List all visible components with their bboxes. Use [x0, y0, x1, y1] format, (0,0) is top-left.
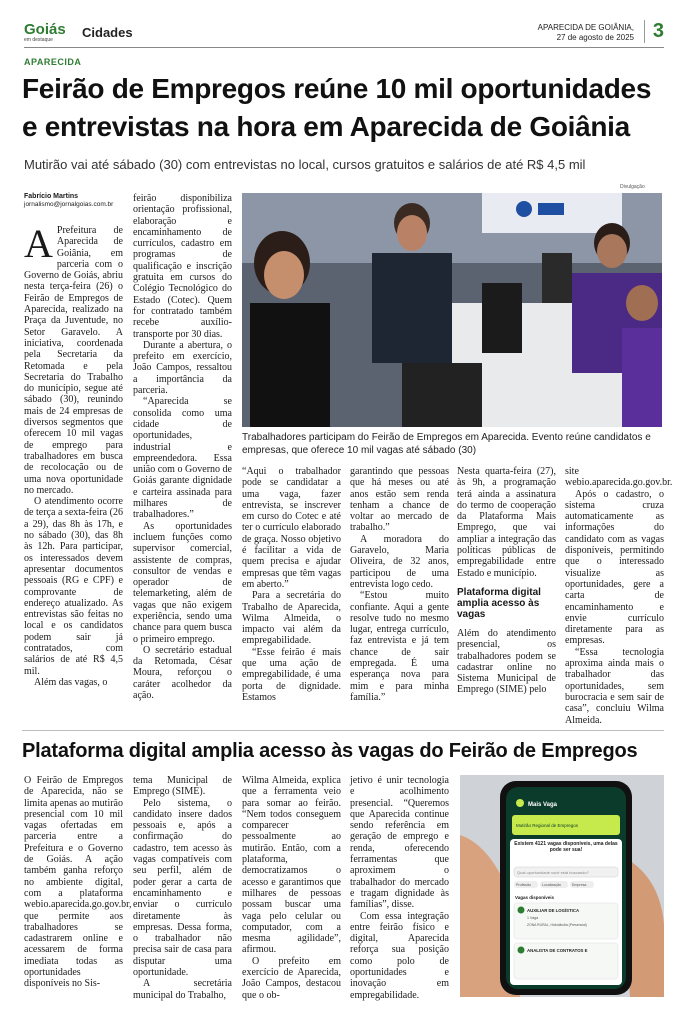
dateline-city: APARECIDA DE GOIÂNIA,	[537, 23, 634, 32]
event-photo-illustration	[242, 193, 662, 427]
paragraph: Além do atendimento presencial, os trabalhadores podem se cadastrar online no Sistema Municipal de Emprego (SIME) pelo	[457, 627, 556, 696]
author-name: Fabrício Martins	[24, 193, 79, 200]
paragraph: Wilma Almeida, explica que a ferramenta veio para somar ao feirão. “Nem todos conseguem comparecer pessoalmente ao mutirão. Então, com a plataforma, democratizamos o acesso e garantimos que milhares de pessoas possam buscar uma vaga pelo celular ou computador, com a mesma agilidade”, afirmou.	[242, 775, 341, 956]
author-email[interactable]: jornalismo@jornalgoias.com.br	[24, 201, 114, 208]
phone-job-location: ZONA RURAL, Hidrolândia (Presencial)	[527, 923, 587, 927]
paragraph: O secretário estadual da Retomada, César Moura, reforçou o caráter acolhedor da ação.	[133, 644, 232, 702]
paragraph: O Feirão de Empregos de Aparecida, não se limita apenas ao mutirão presencial com 10 mil vagas ofertadas em parceria entre a Prefeitura e o Governo de Goiás. A ação também ganha reforço no ambiente digital, com a plataforma webio.aparecida.go.gov.br, que permite aos trabalhadores se cadastrarem online e acessarem de forma imediata todas as oportunidades disponíveis no Sis-	[24, 775, 132, 990]
phone-chip[interactable]: Profissão	[516, 883, 531, 887]
paragraph: Após o cadastro, o sistema cruza automaticamente as informações do candidato com as vagas disponíveis, permitindo que o interessado visualize as oportunidades, gere a carta de encaminhamento e envie currículo diretamente para as empresas.	[565, 488, 664, 647]
dateline-date: 27 de agosto de 2025	[556, 33, 634, 42]
article2-column-3	[242, 775, 341, 1001]
photo-credit: Divulgação	[620, 184, 645, 190]
phone-section-title: Vagas disponíveis	[515, 895, 555, 900]
article-column-6	[565, 466, 673, 726]
paragraph[interactable]: site webio.aparecida.go.gov.br.	[565, 466, 673, 489]
paragraph: Nesta quarta-feira (27), às 9h, a programação terá ainda a assinatura do termo de cooperação da Plataforma Mais Emprego, que vai ampliar a integração das políticas públicas de empregabilidade entre Estado e município.	[457, 466, 556, 579]
dateline	[538, 23, 634, 43]
section-name: Cidades	[82, 25, 133, 40]
paragraph: As oportunidades incluem funções como supervisor comercial, assistente de compras, consultor de vendas e operador de telemarketing, além de vagas que não exigem experiência, sendo uma chance para quem busca o primeiro emprego.	[133, 520, 232, 645]
phone-illustration	[460, 775, 664, 997]
logo-tagline: em destaque	[24, 37, 53, 43]
article-column-1	[24, 193, 123, 688]
quote: “Esse feirão é mais que uma ação de empregabilidade, é uma porta de dignidade. Estamos	[242, 646, 341, 703]
paragraph: Além das vagas, o	[34, 676, 108, 688]
article2-column-4	[350, 775, 449, 1001]
quote: “Aparecida se consolida como uma cidade de oportunidades, industrial e empreendedora. Essa união com o Governo de Goiás garante dignidade e carteira assinada para milhares de trabalhadores.”	[133, 396, 232, 521]
paragraph: Prefeitura de Aparecida de Goiânia, em parceria com o Governo de Goiás, abriu nesta terça-feira (26) o Feirão de Empregos de Aparecida, realizado na Praça da Juventude, no Setor Garavelo. A iniciativa, coordenada pela Secretaria da Retomada e pela Secretaria do Trabalho do município, segue até sábado (30), reunindo mais de 24 empresas de diversos segmentos que oferecem 10 mil vagas de emprego para trabalhadores em busca de recolocação ou de uma nova oportunidade no mercado.	[24, 225, 123, 496]
newspaper-logo[interactable]	[24, 22, 66, 43]
article-kicker: APARECIDA	[24, 57, 82, 67]
article-headline: Feirão de Empregos reúne 10 mil oportunidades e entrevistas na hora em Aparecida de Goiânia	[22, 73, 652, 142]
paragraph: Pelo sistema, o candidato insere dados pessoais e, após a confirmação do cadastro, tem acesso às vagas compatíveis com seu perfil, além de poder gerar a carta de encaminhamento e enviar o currículo diretamente às empresas. Dessa forma, o trabalhador não precisa sair de casa para disputar uma oportunidade.	[133, 797, 232, 979]
subheading: Plataforma digital amplia acesso às vagas	[457, 586, 541, 620]
paragraph: A secretária municipal do Trabalho,	[133, 978, 232, 1001]
phone-headline: Existem 4121 vagas disponíveis, uma delas pode ser sua!	[514, 841, 618, 853]
paragraph: Durante a abertura, o prefeito em exercício, João Campos, ressaltou a importância da parceria.	[133, 339, 232, 397]
paragraph: Para a secretária do Trabalho de Aparecida, Wilma Almeida, o impacto vai além da empregabilidade.	[242, 590, 341, 647]
article-column-5	[457, 466, 556, 696]
paragraph: Com essa integração entre feirão físico e digital, Aparecida reforça sua posição como polo de oportunidades e inovação em empregabilidade.	[350, 910, 449, 1001]
phone-banner: Mutirão Regional de Empregos	[516, 823, 579, 828]
phone-search-input[interactable]: Qual oportunidade você está buscando?	[517, 870, 589, 875]
event-photo	[242, 193, 662, 427]
paragraph: tema Municipal de Emprego (SIME).	[133, 775, 232, 798]
phone-chip[interactable]: Localização	[542, 883, 561, 887]
phone-photo	[460, 775, 664, 997]
article-column-4	[350, 466, 449, 703]
quote: “Essa tecnologia aproxima ainda mais o trabalhador das oportunidades, sem burocracia e sem sair de casa”, concluiu Wilma Almeida.	[565, 646, 664, 726]
photo-caption: Trabalhadores participam do Feirão de Empregos em Aparecida. Evento reúne candidatos e empresas, que oferece 10 mil vagas até sábado (30)	[242, 432, 651, 456]
phone-job-title[interactable]: AUXILIAR DE LOGÍSTICA	[527, 908, 580, 913]
paragraph: jetivo é unir tecnologia e acolhimento presencial. “Queremos que Aparecida continue sendo referência em geração de emprego e renda, oferecendo ferramentas que aproximem o trabalhador do mercado e tragam dignidade às famílias”, disse.	[350, 775, 449, 911]
quote: “Aqui o trabalhador pode se candidatar a uma vaga, fazer entrevista, se inscrever em curso do Cotec e até ter o currículo elaborado de graça. Nosso objetivo é facilitar a vida de quem precisa e ajudar empresas que têm vagas em aberto.”	[242, 466, 341, 590]
byline	[24, 193, 123, 209]
article-subtitle: Mutirão vai até sábado (30) com entrevistas no local, cursos gratuitos e salários de até R$ 4,5 mil	[24, 157, 586, 172]
masthead	[24, 22, 664, 48]
quote: garantindo que pessoas que há meses ou até anos estão sem renda tenham a chance de voltar ao mercado de trabalho.”	[350, 466, 449, 534]
section-divider	[22, 730, 664, 731]
article-column-2	[133, 193, 232, 701]
phone-chip[interactable]: Empresa	[572, 883, 587, 887]
dropcap: A	[24, 221, 53, 266]
paragraph: O prefeito em exercício de Aparecida, João Campos, destacou que o ob-	[242, 955, 341, 1001]
article2-headline: Plataforma digital amplia acesso às vagas do Feirão de Empregos	[22, 740, 638, 762]
logo-wordmark: Goiás	[24, 21, 66, 38]
article-column-3	[242, 466, 341, 703]
quote: “Estou muito confiante. Aqui a gente resolve tudo no mesmo lugar, entrega currículo, faz entrevista e já tem chance de sair empregada. É uma esperança nova para mim e para minha família.”	[350, 590, 449, 703]
phone-brand: Mais Vaga	[528, 802, 558, 808]
article2-column-1	[24, 775, 132, 990]
paragraph: feirão disponibiliza orientação profissional, elaboração e encaminhamento de currículos, cadastro em programas de qualificação e inscrição gratuita em cursos do Colégio Tecnológico do Estado (Cotec). Quem for contratado também recebe auxílio-transporte por 30 dias.	[133, 193, 232, 340]
phone-job-title[interactable]: ANALISTA DE CONTRATOS E	[527, 948, 588, 953]
paragraph: O atendimento ocorre de terça a sexta-feira (26 a 29), das 8h às 17h, e no sábado (30), das 8h às 12h. Para participar, os interessados devem apresentar documentos pessoais (RG e CPF) e comprovante de endereço atualizado. As entrevistas são feitas no local e os candidatos podem sair já contratados, com salários de até R$ 4,5 mil.	[24, 496, 123, 677]
phone-job-count: 1 Vaga	[527, 916, 539, 920]
paragraph: A moradora do Garavelo, Maria Oliveira, de 32 anos, participou de uma entrevista logo cedo.	[350, 533, 449, 590]
page-number: 3	[644, 20, 664, 43]
article2-column-2	[133, 775, 232, 1001]
